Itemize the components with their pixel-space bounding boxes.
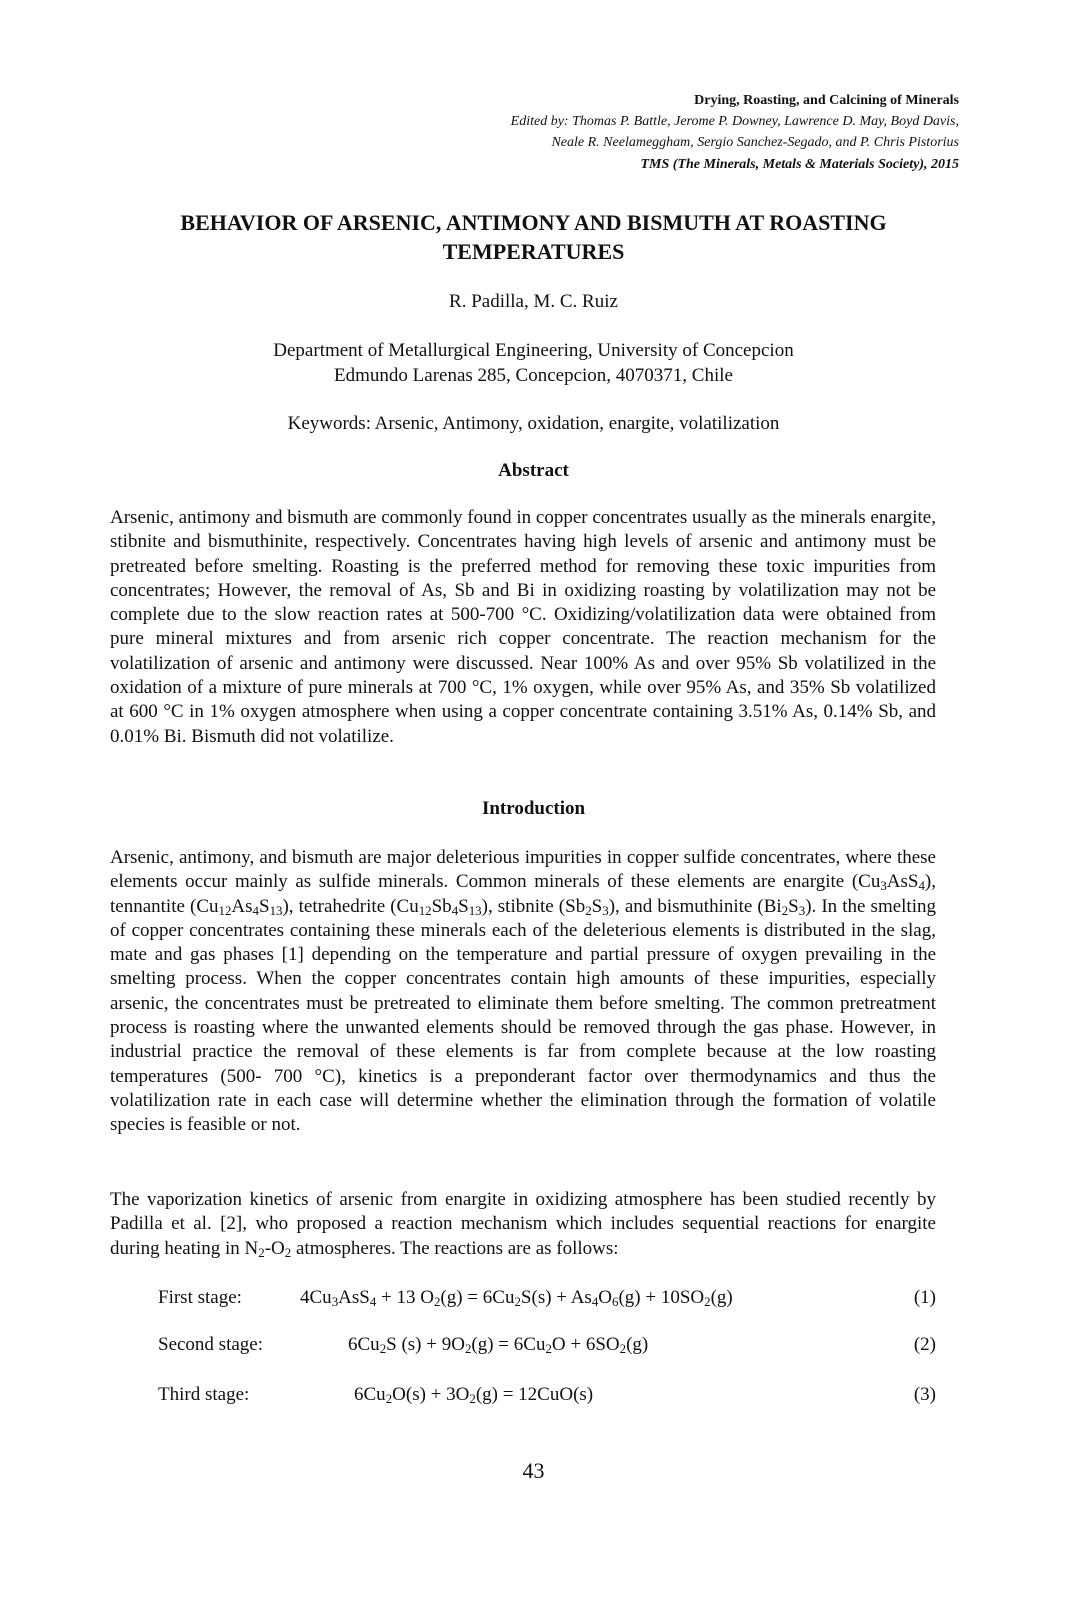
equation-1 (158, 1287, 936, 1313)
formula-run: S (s) + 9O (386, 1334, 465, 1355)
formula-run: (g) = 6Cu (471, 1334, 546, 1355)
equation-2 (158, 1334, 936, 1360)
formula-run: O (598, 1287, 613, 1308)
formula-run: 4Cu (300, 1287, 332, 1308)
subscript: 2 (514, 1294, 521, 1310)
equation-label: First stage: (158, 1287, 242, 1308)
subscript: 2 (469, 1391, 476, 1407)
equation-formula (354, 1384, 593, 1406)
keywords: Keywords: Arsenic, Antimony, oxidation, enargite, volatilization (287, 413, 780, 434)
abstract-heading: Abstract (498, 460, 569, 481)
equation-number: (1) (913, 1287, 936, 1308)
equation-label: Second stage: (158, 1334, 264, 1355)
subscript: 2 (379, 1341, 387, 1357)
equation-label: Third stage: (158, 1384, 250, 1405)
subscript: 3 (602, 902, 609, 918)
subscript: 2 (704, 1294, 711, 1310)
authors: R. Padilla, M. C. Ruiz (449, 291, 618, 312)
formula-run: AsS (338, 1287, 370, 1308)
text-run: S (788, 895, 799, 917)
formula-run: (g) + 10SO (618, 1287, 705, 1308)
subscript: 13 (269, 902, 283, 918)
subscript: 12 (418, 902, 432, 918)
text-run: ), and bismuthinite (Bi (608, 895, 782, 917)
text-run: As (231, 895, 253, 917)
subscript: 13 (468, 902, 482, 918)
subscript: 3 (331, 1294, 339, 1310)
text-run: ), stibnite (Sb (481, 895, 586, 917)
publisher: TMS (The Minerals, Metals & Materials Society), 2015 (640, 157, 959, 172)
text-run: Arsenic, antimony, and bismuth are major deleterious impurities in copper sulfide concentrates, where these elements occur mainly as sulfide minerals. Common minerals of these elements are enargite (Cu (110, 847, 936, 893)
subscript: 6 (612, 1294, 619, 1310)
subscript: 2 (545, 1341, 552, 1357)
formula-run: + 13 O (376, 1287, 434, 1308)
subscript: 4 (918, 878, 925, 894)
subscript: 4 (591, 1294, 599, 1310)
equation-3 (158, 1384, 936, 1410)
text-run: S (591, 895, 603, 917)
text-run: ), tetrahedrite (Cu (282, 895, 419, 917)
book-title: Drying, Roasting, and Calcining of Minerals (694, 93, 959, 108)
page-number: 43 (522, 1458, 545, 1483)
text-run: ), tennantite (Cu (110, 871, 936, 917)
text-run: ). In the smelting of copper concentrates containing these minerals each of the deleterious elements is distributed in the slag, mate and gas phases [1] depending on the temperature and partial pressure of oxygen prevailing in the smelting process. When the copper concentrates contain high amounts of these impurities, especially arsenic, the concentrates must be pretreated to eliminate them before smelting. The common pretreatment process is roasting where the unwanted elements should be removed through the gas phase. However, in industrial practice the removal of these elements is far from complete because at the low roasting temperatures (500- 700 °C), kinetics is a preponderant factor over thermodynamics and thus the volatilization rate in each case will determine whether the elimination through the formation of volatile species is feasible or not. (110, 895, 936, 1136)
subscript: 4 (369, 1294, 377, 1310)
subscript: 2 (284, 1244, 292, 1260)
text-run: Sb (431, 895, 452, 917)
text-run: S (458, 895, 469, 917)
text-run: -O (264, 1237, 285, 1259)
formula-run: O + 6SO (551, 1334, 620, 1355)
text-run: S (258, 895, 270, 917)
formula-run: 6Cu (354, 1384, 386, 1405)
title-line-2: TEMPERATURES (442, 239, 625, 264)
formula-run: (g) (710, 1287, 733, 1308)
introduction-paragraph-1 (110, 846, 936, 1138)
text-run: AsS (886, 871, 919, 893)
formula-run: O(s) + 3O (392, 1384, 470, 1405)
equation-number: (2) (913, 1334, 936, 1355)
editors-line-1: Edited by: Thomas P. Battle, Jerome P. Downey, Lawrence D. May, Boyd Davis, (510, 114, 959, 129)
formula-run: (g) = 12CuO(s) (475, 1384, 594, 1405)
introduction-heading: Introduction (481, 798, 586, 819)
subscript: 2 (385, 1391, 393, 1407)
subscript: 3 (798, 902, 806, 918)
subscript: 4 (451, 902, 459, 918)
subscript: 2 (433, 1294, 441, 1310)
affiliation-line-1: Department of Metallurgical Engineering, University of Concepcion (273, 340, 794, 361)
editors-line-2: Neale R. Neelameggham, Sergio Sanchez-Segado, and P. Chris Pistorius (551, 135, 959, 150)
subscript: 2 (585, 902, 592, 918)
subscript: 2 (464, 1341, 472, 1357)
affiliation-line-2: Edmundo Larenas 285, Concepcion, 4070371, Chile (334, 365, 733, 386)
formula-run: (g) (626, 1334, 649, 1355)
subscript: 2 (781, 902, 789, 918)
title-line-1: BEHAVIOR OF ARSENIC, ANTIMONY AND BISMUTH AT ROASTING (180, 210, 887, 235)
introduction-paragraph-2 (110, 1188, 936, 1261)
subscript: 2 (619, 1341, 627, 1357)
equation-formula (300, 1287, 733, 1309)
subscript: 4 (252, 902, 259, 918)
abstract-text: Arsenic, antimony and bismuth are commonly found in copper concentrates usually as the minerals enargite, stibnite and bismuthinite, respectively. Concentrates having high levels of arsenic and antimony must be pretreated before smelting. Roasting is the preferred method for removing these toxic impurities from concentrates; However, the removal of As, Sb and Bi in oxidizing roasting by volatilization may not be complete due to the slow reaction rates at 500-700 °C. Oxidizing/volatilization data were obtained from pure mineral mixtures and from arsenic rich copper concentrate. The reaction mechanism for the volatilization of arsenic and antimony were discussed. Near 100% As and over 95% Sb volatilized in the oxidation of a mixture of pure minerals at 700 °C, 1% oxygen, while over 95% As, and 35% Sb volatilized at 600 °C in 1% oxygen atmosphere when using a copper concentrate containing 3.51% As, 0.14% Sb, and 0.01% Bi. Bismuth did not volatilize. (110, 507, 936, 747)
subscript: 2 (258, 1244, 265, 1260)
formula-run: 6Cu (348, 1334, 380, 1355)
formula-run: S(s) + As (520, 1287, 592, 1308)
formula-run: (g) = 6Cu (440, 1287, 515, 1308)
equation-formula (348, 1334, 648, 1356)
paper-title (60, 208, 1007, 266)
text-run: The vaporization kinetics of arsenic from enargite in oxidizing atmosphere has been studied recently by Padilla et al. [2], who proposed a reaction mechanism which includes sequential reactions for enargite during heating in N (110, 1189, 936, 1259)
equation-number: (3) (913, 1384, 936, 1405)
text-run: atmospheres. The reactions are as follows: (291, 1237, 619, 1259)
subscript: 3 (880, 878, 887, 894)
subscript: 12 (218, 902, 232, 918)
